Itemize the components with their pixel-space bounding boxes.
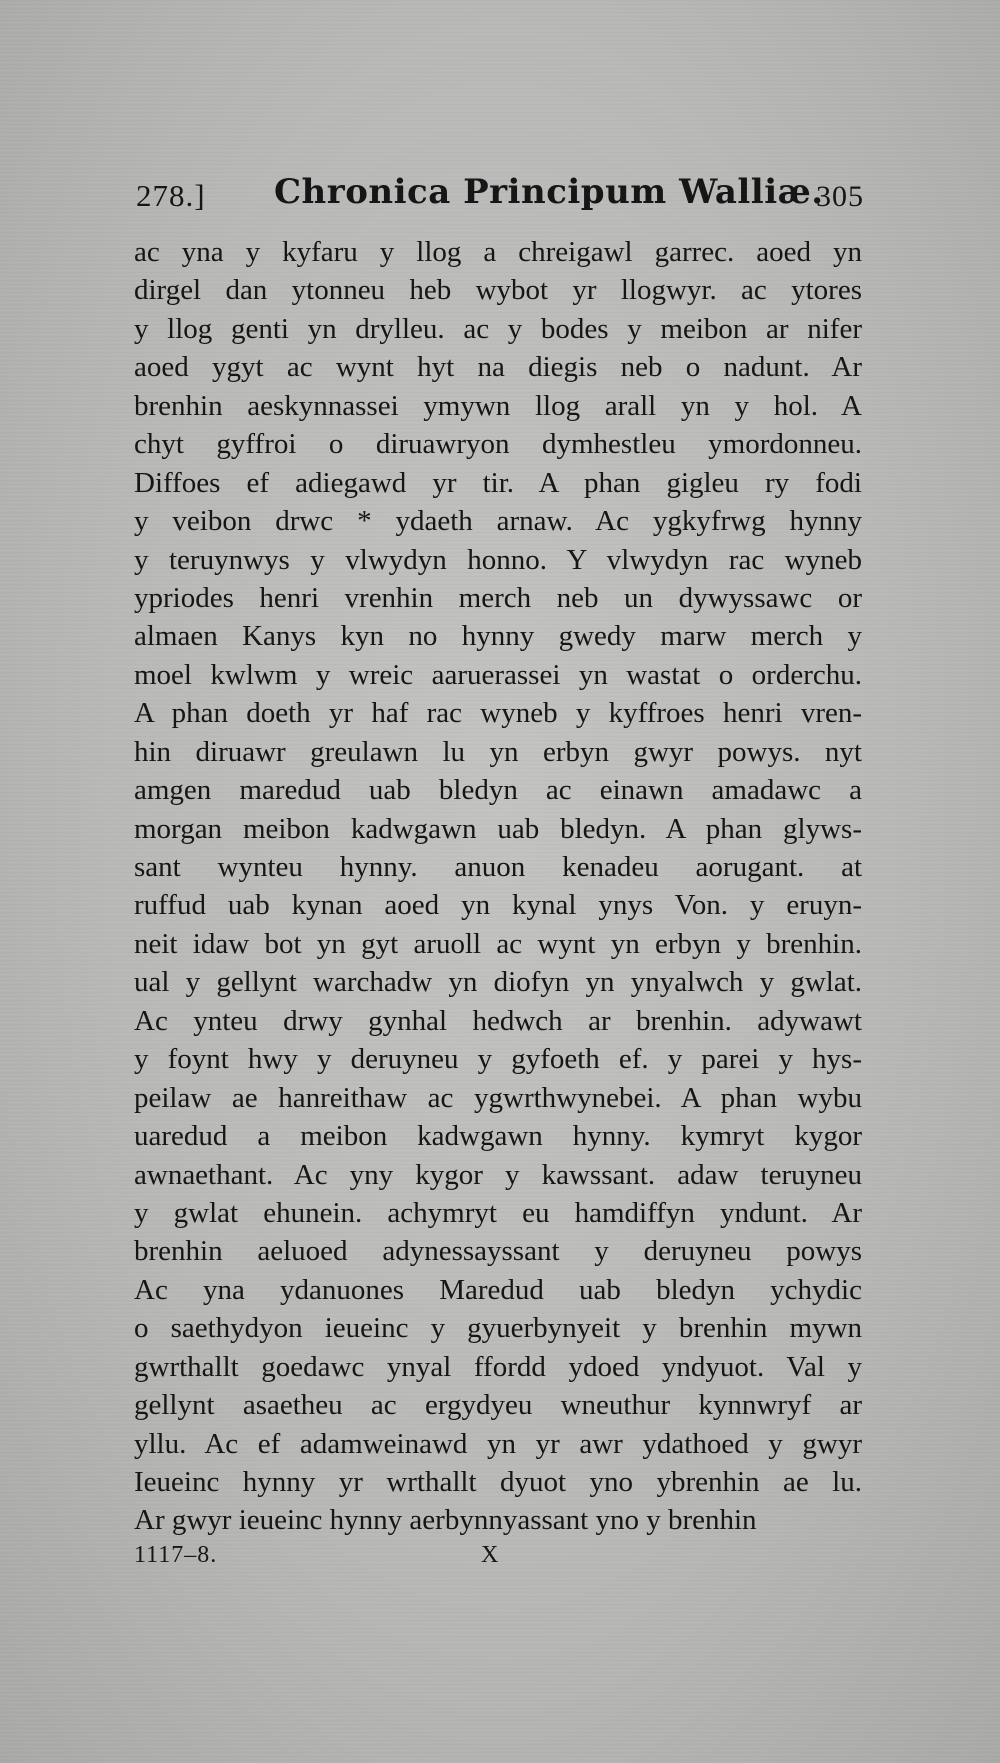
date-signature: 1117–8. <box>134 1542 218 1568</box>
text-line: brenhin aeskynnassei ymywn llog arall yn y hol. A <box>134 389 862 422</box>
sheet-signature: X <box>481 1542 499 1568</box>
text-line: yllu. Ac ef adamweinawd yn yr awr ydathoed y gwyr <box>134 1427 862 1460</box>
text-line: morgan meibon kadwgawn uab bledyn. A phan glyws- <box>134 812 862 845</box>
text-line: Ieueinc hynny yr wrthallt dyuot yno ybrenhin ae lu. <box>134 1466 862 1498</box>
page-footer <box>134 1542 862 1576</box>
text-line: ypriodes henri vrenhin merch neb un dywyssawc or <box>134 581 862 614</box>
page-number: 305 <box>816 180 864 213</box>
text-line: dirgel dan ytonneu heb wybot yr llogwyr. ac ytores <box>134 274 862 307</box>
text-line: almaen Kanys kyn no hynny gwedy marw merch y <box>134 620 862 653</box>
text-line: gwrthallt goedawc ynyal ffordd ydoed yndyuot. Val y <box>134 1350 862 1383</box>
text-line: hin diruawr greulawn lu yn erbyn gwyr powys. nyt <box>134 735 862 768</box>
text-line: moel kwlwm y wreic aaruerassei yn wastat o orderchu. <box>134 658 862 691</box>
text-line: awnaethant. Ac yny kygor y kawssant. adaw teruyneu <box>134 1158 862 1191</box>
text-line: amgen maredud uab bledyn ac einawn amadawc a <box>134 774 862 807</box>
text-line: uaredud a meibon kadwgawn hynny. kymryt kygor <box>134 1120 862 1153</box>
text-line: y gwlat ehunein. achymryt eu hamdiffyn yndunt. Ar <box>134 1196 862 1229</box>
text-line: sant wynteu hynny. anuon kenadeu aorugant. at <box>134 851 862 883</box>
text-line: ac yna y kyfaru y llog a chreigawl garrec. aoed yn <box>134 236 862 268</box>
text-line: neit idaw bot yn gyt aruoll ac wynt yn erbyn y brenhin. <box>134 927 862 960</box>
text-line: aoed ygyt ac wynt hyt na diegis neb o nadunt. Ar <box>134 351 862 384</box>
text-line: Ar gwyr ieueinc hynny aerbynnyassant yno y brenhin <box>134 1504 757 1537</box>
text-line: ual y gellynt warchadw yn diofyn yn ynyalwch y gwlat. <box>134 966 862 999</box>
text-line: Diffoes ef adiegawd yr tir. A phan gigleu ry fodi <box>134 466 862 499</box>
running-title: Chronica Principum Walliæ. <box>274 172 824 212</box>
text-line: brenhin aeluoed adynessayssant y deruyneu powys <box>134 1235 862 1268</box>
text-line: Ac yna ydanuones Maredud uab bledyn ychydic <box>134 1273 862 1306</box>
text-line: y llog genti yn drylleu. ac y bodes y meibon ar nifer <box>134 312 862 345</box>
text-line: A phan doeth yr haf rac wyneb y kyffroes henri vren- <box>134 697 862 730</box>
text-line: ruffud uab kynan aoed yn kynal ynys Von. y eruyn- <box>134 889 862 922</box>
text-line: Ac ynteu drwy gynhal hedwch ar brenhin. adywawt <box>134 1004 862 1037</box>
running-header <box>136 172 864 224</box>
text-line: chyt gyffroi o diruawryon dymhestleu ymordonneu. <box>134 428 862 461</box>
text-line: y foynt hwy y deruyneu y gyfoeth ef. y parei y hys- <box>134 1043 862 1076</box>
chronicle-text <box>134 233 862 1540</box>
text-line: peilaw ae hanreithaw ac ygwrthwynebei. A phan wybu <box>134 1081 862 1114</box>
text-line: o saethydyon ieueinc y gyuerbynyeit y brenhin mywn <box>134 1312 862 1345</box>
text-line: y veibon drwc * ydaeth arnaw. Ac ygkyfrwg hynny <box>134 505 862 538</box>
text-line: gellynt asaetheu ac ergydyeu wneuthur kynnwryf ar <box>134 1389 862 1422</box>
text-line: y teruynwys y vlwydyn honno. Y vlwydyn rac wyneb <box>134 543 862 576</box>
folio-reference: 278.] <box>136 178 206 213</box>
